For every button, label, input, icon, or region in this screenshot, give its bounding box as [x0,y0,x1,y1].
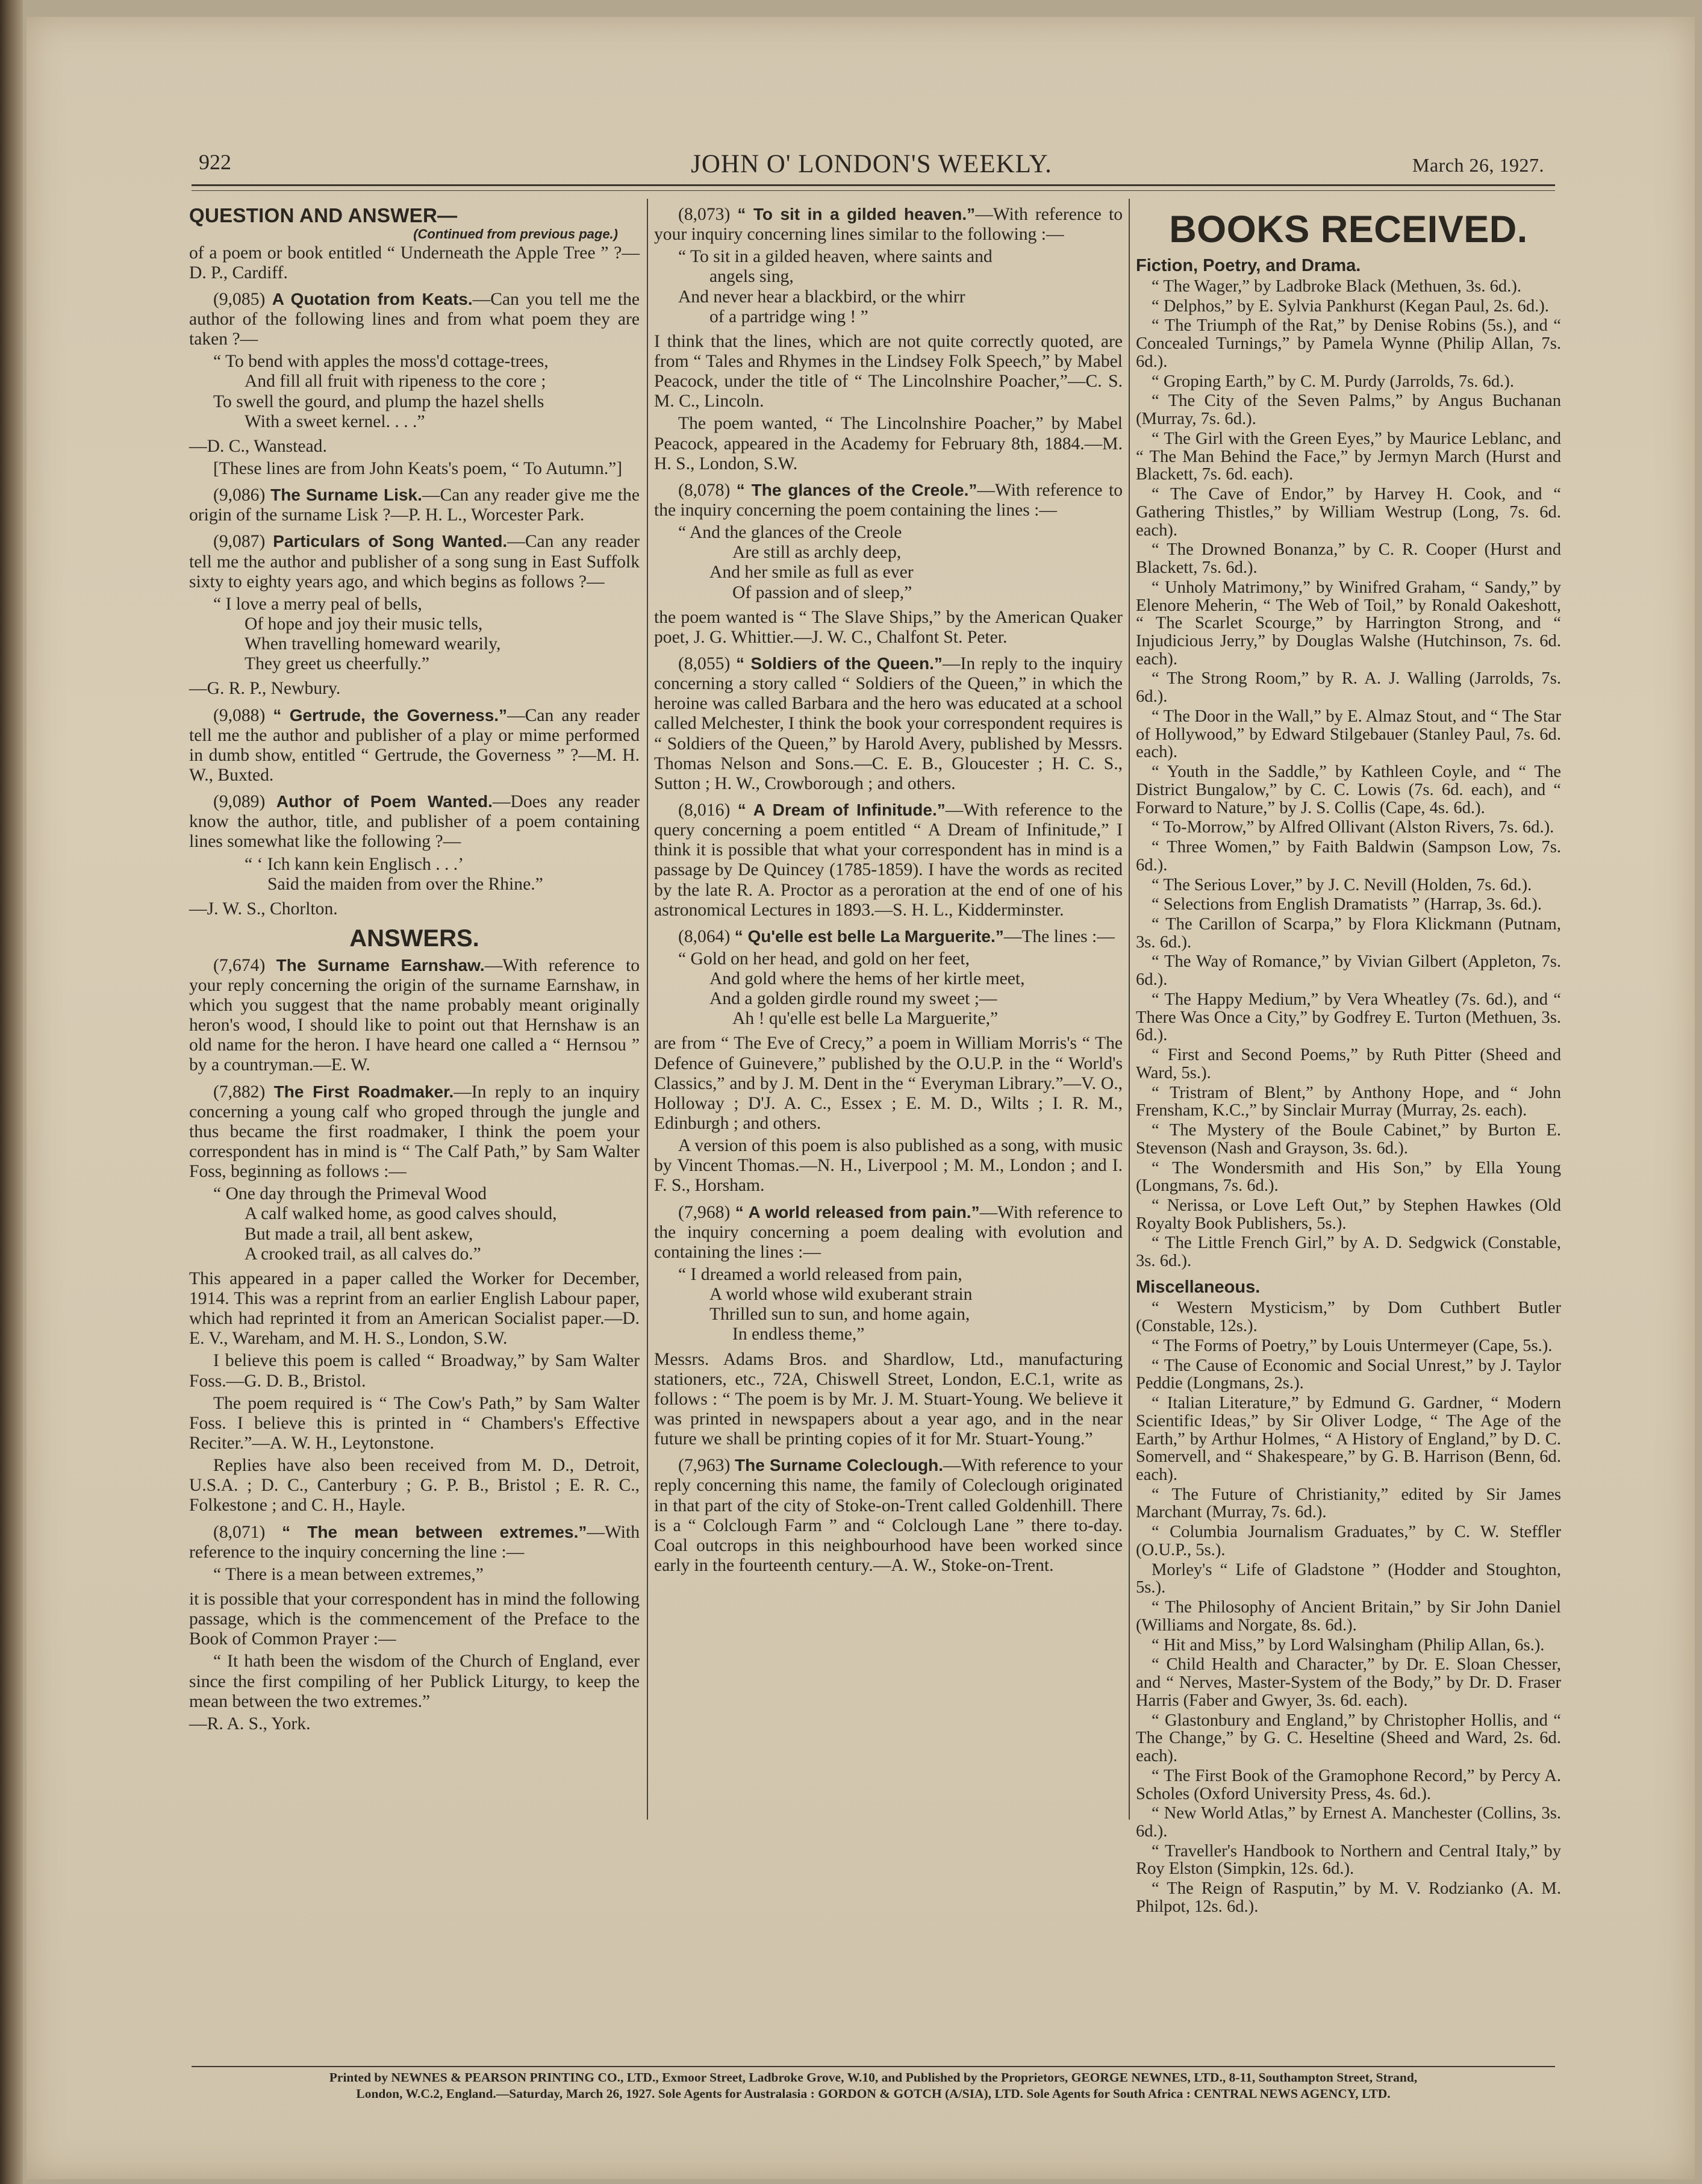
verse-line: angels sing, [709,267,794,287]
verse-line: But made a trail, all bent askew, [245,1224,473,1244]
verse-quote [189,594,640,675]
verse-line: “ To bend with apples the moss'd cottage-trees, [213,352,549,372]
verse-line: And her smile as full as ever [709,563,914,582]
verse-line: In endless theme,” [732,1324,865,1344]
query-number: (7,963) [678,1456,731,1476]
book-entry: “ Unholy Matrimony,” by Winifred Graham, “ Sandy,” by Elenore Meherin, “ The Web of Toil,” by Ronald Oakeshott, “ The Scarlet Scourge,” by Harrington Strong, and “ Injudicious Jerry,” by Douglas Walshe (Hutchinson, 7s. 6d. each). [1136,578,1561,669]
verse-quote [654,1265,1123,1345]
book-entry: “ Youth in the Saddle,” by Kathleen Coyle, and “ The District Bungalow,” by C. C. Lowis (7s. 6d. each), and “ Forward to Nature,” by J. S. Collis (Cape, 4s. 6d.). [1136,763,1561,817]
publication-title: JOHN O' LONDON'S WEEKLY. [691,150,1052,178]
paragraph: Replies have also been received from M. D., Detroit, U.S.A. ; D. C., Canterbury ; G. P. B., Bristol ; E. R. C., Folkestone ; and C. H., Hayle. [189,1456,640,1515]
verse-line: “ Gold on her head, and gold on her feet, [678,949,970,969]
page-header [199,149,1544,186]
continued-note: (Continued from previous page.) [413,226,618,242]
answer-heading: “ The glances of the Creole.” [736,480,977,499]
verse-line: “ One day through the Primeval Wood [213,1184,487,1204]
answer-8071 [189,1523,640,1562]
query-number: (8,016) [678,800,731,820]
answer-7968 [654,1203,1123,1262]
verse-line: “ ‘ Ich kann kein Englisch . . .’ [245,854,464,874]
query-number: (9,087) [213,532,266,552]
answer-heading: “ To sit in a gilded heaven.” [737,205,976,223]
answer-8073 [654,205,1123,245]
verse-line: of a partridge wing ! ” [709,307,868,326]
verse-quote [654,949,1123,1029]
answer-heading: “ Soldiers of the Queen.” [736,654,943,673]
imprint-line: Printed by NEWNES & PEARSON PRINTING CO., LTD., Exmoor Street, Ladbroke Grove, W.10, and Published by the Proprietors, GEORGE NEWNES, LTD., 8-11, Southampton Street, Strand, [329,2070,1418,2085]
query-number: (8,073) [678,205,731,224]
query-heading: Particulars of Song Wanted. [273,532,508,551]
verse-line: “ And the glances of the Creole [678,523,902,543]
header-rule-thin [192,190,1555,191]
book-entry: “ The Mystery of the Boule Cabinet,” by Burton E. Stevenson (Nash and Grayson, 3s. 6d.). [1136,1121,1561,1158]
query-number: (8,071) [213,1522,266,1542]
answer-text: —With reference to the inquiry concerning the poem containing the lines :— [654,480,1123,520]
paragraph: of a poem or book entitled “ Underneath the Apple Tree ” ?—D. P., Cardiff. [189,243,640,282]
verse-line: A crooked trail, as all calves do.” [245,1244,481,1264]
book-entry: “ The Drowned Bonanza,” by C. R. Cooper (Hurst and Blackett, 7s. 6d.). [1136,540,1561,578]
fiction-list [1136,278,1561,1270]
book-entry: “ Columbia Journalism Graduates,” by C. W. Steffler (O.U.P., 5s.). [1136,1523,1561,1559]
answer-heading: “ Qu'elle est belle La Marguerite.” [734,926,1004,946]
header-rule [192,184,1555,186]
misc-list [1136,1299,1561,1915]
paragraph: the poem wanted is “ The Slave Ships,” by the American Quaker poet, J. G. Whittier.—J. W. C., Chalfont St. Peter. [654,607,1123,647]
book-entry: “ The Carillon of Scarpa,” by Flora Klickmann (Putnam, 3s. 6d.). [1136,914,1561,952]
book-entry: “ First and Second Poems,” by Ruth Pitter (Sheed and Ward, 5s.). [1136,1046,1561,1082]
imprint-footer [181,2070,1566,2102]
query-number: (7,968) [678,1202,731,1222]
book-entry: “ Western Mysticism,” by Dom Cuthbert Butler (Constable, 12s.). [1136,1299,1561,1336]
book-entry: “ Child Health and Character,” by Dr. E. Sloan Chesser, and “ Nerves, Master-System of the Body,” by Dr. D. Fraser Harris (Faber and Gwyer, 3s. 6d. each). [1136,1655,1561,1710]
query-9088 [189,706,640,786]
book-entry: “ The Future of Christianity,” edited by Sir James Marchant (Murray, 7s. 6d.). [1136,1485,1561,1522]
signature: —D. C., Wanstead. [189,436,327,456]
category-heading: Miscellaneous. [1136,1277,1261,1297]
book-entry: “ Nerissa, or Love Left Out,” by Stephen Hawkes (Old Royalty Book Publishers, 5s.). [1136,1196,1561,1233]
book-entry: “ The Strong Room,” by R. A. J. Walling (Jarrolds, 7s. 6d.). [1136,669,1561,707]
verse-line: “ There is a mean between extremes,” [213,1564,484,1584]
verse-line: “ I love a merry peal of bells, [213,594,422,614]
book-entry: “ The Way of Romance,” by Vivian Gilbert (Appleton, 7s. 6d.). [1136,952,1561,990]
column-divider [1129,199,1130,1820]
books-received-title: BOOKS RECEIVED. [1169,208,1528,251]
query-text: —Can any reader tell me the author and publisher of a song sung in East Suffolk sixty to eighty years ago, and which begins as follows ?— [189,532,640,591]
column-books-received [1136,205,1561,1918]
answer-text: —With reference to your reply concerning the origin of the surname Earnshaw, in which you suggest that the name probably meant originally heron's wood, I should like to point out that Hernshaw is an old name for the heron. I have heard one called a “ Hernsou ” by a countryman.—E. W. [189,955,640,1075]
book-entry: Morley's “ Life of Gladstone ” (Hodder and Stoughton, 5s.). [1136,1560,1561,1597]
book-entry: “ Groping Earth,” by C. M. Purdy (Jarrolds, 7s. 6d.). [1152,372,1514,391]
answer-text: —With reference to your reply concerning this name, the family of Coleclough originated in that part of the city of Stoke-on-Trent called Goldenhill. There is a “ Colclough Farm ” and “ Colclough Lane ” there to-day. Coal outcrops in this neighbourhood have been worked since early in the fourteenth century.—A. W., Stoke-on-Trent. [654,1456,1123,1575]
verse-line: They greet us cheerfully.” [245,654,430,674]
signature: —J. W. S., Chorlton. [189,899,338,919]
answer-8055 [654,654,1123,794]
book-entry: “ The Cause of Economic and Social Unrest,” by J. Taylor Peddie (Longmans, 2s.). [1136,1356,1561,1393]
book-entry: “ The Philosophy of Ancient Britain,” by Sir John Daniel (Williams and Norgate, 8s. 6d.). [1136,1598,1561,1635]
verse-quote [654,523,1123,603]
paragraph: The poem wanted, “ The Lincolnshire Poacher,” by Mabel Peacock, appeared in the Academy for February 8th, 1884.—M. H. S., London, S.W. [654,414,1123,473]
query-number: (7,882) [213,1082,266,1102]
query-number: (7,674) [213,955,266,975]
book-entry: “ The Triumph of the Rat,” by Denise Robins (5s.), and “ Concealed Turnings,” by Pamela Wynne (Philip Allan, 7s. 6d.). [1136,316,1561,371]
answer-text: —In reply to an inquiry concerning a young calf who groped through the jungle and thus became the first roadmaker, I think the poem your correspondent has in mind is “ The Calf Path,” by Sam Walter Foss, beginning as follows :— [189,1082,640,1182]
answer-text: —In reply to the inquiry concerning a story called “ Soldiers of the Queen,” in which the heroine was called Barbara and the hero was educated at a school called Melchester, I think the book your correspondent requires is “ Soldiers of the Queen,” by Harold Avery, published by Messrs. Thomas Nelson and Sons.—C. E. B., Gloucester ; H. C. S., Sutton ; H. W., Crowborough ; and others. [654,654,1123,793]
book-entry: “ Delphos,” by E. Sylvia Pankhurst (Kegan Paul, 2s. 6d.). [1152,296,1549,316]
answer-8064 [654,927,1123,947]
answer-text: —With reference to the inquiry concerning the line :— [189,1522,640,1562]
query-heading: “ Gertrude, the Governess.” [273,705,508,725]
verse-line: Are still as archly deep, [732,543,902,563]
book-entry: “ The Cave of Endor,” by Harvey H. Cook, and “ Gathering Thistles,” by William Westrup (Long, 7s. 6d. each). [1136,485,1561,540]
answer-8078 [654,481,1123,520]
answer-text: —With reference to your inquiry concerning lines similar to the following :— [654,205,1123,245]
footer-rule [192,2066,1555,2067]
verse-line: “ I dreamed a world released from pain, [678,1265,962,1285]
signature: —G. R. P., Newbury. [189,679,341,699]
verse-line: With a sweet kernel. . . .” [245,411,425,431]
book-entry: “ Tristram of Blent,” by Anthony Hope, and “ John Frensham, K.C.,” by Sinclair Murray (Murray, 2s. each). [1136,1083,1561,1120]
query-number: (9,088) [213,705,266,725]
book-entry: “ Three Women,” by Faith Baldwin (Sampson Low, 7s. 6d.). [1136,838,1561,875]
paragraph: A version of this poem is also published as a song, with music by Vincent Thomas.—N. H., Liverpool ; M. M., London ; and I. F. S., Horsham. [654,1136,1123,1196]
answer-text: —The lines :— [1003,926,1115,946]
paragraph: This appeared in a paper called the Worker for December, 1914. This was a reprint from an earlier English Labour paper, which had reprinted it from an American Socialist paper.—D. E. V., Wareham, and M. H. S., London, S.W. [189,1268,640,1349]
answer-text: —With reference to the inquiry concerning a poem dealing with evolution and containing the lines :— [654,1202,1123,1262]
book-entry: “ The Forms of Poetry,” by Louis Untermeyer (Cape, 5s.). [1152,1336,1553,1355]
query-number: (9,089) [213,792,266,812]
query-number: (8,064) [678,926,731,946]
book-entry: “ The Little French Girl,” by A. D. Sedgwick (Constable, 3s. 6d.). [1136,1234,1561,1271]
paragraph: are from “ The Eve of Crecy,” a poem in William Morris's “ The Defence of Guinevere,” published by the O.U.P. in the “ World's Classics,” and by J. M. Dent in the “ Everyman Library.”—V. O., Holloway ; D'J. A. C., Essex ; E. M. D., Wilts ; I. R. M., Edinburgh ; and others. [654,1034,1123,1134]
book-entry: “ The City of the Seven Palms,” by Angus Buchanan (Murray, 7s. 6d.). [1136,392,1561,429]
verse-quote [189,855,640,894]
verse-line: Said the maiden from over the Rhine.” [267,874,543,894]
imprint-line: London, W.C.2, England.—Saturday, March 26, 1927. Sole Agents for Australasia : GORDON & GOTCH (A/SIA), LTD. Sole Agents for South Africa : CENTRAL NEWS AGENCY, LTD. [356,2086,1391,2101]
query-9087 [189,532,640,591]
query-heading: The Surname Lisk. [270,485,422,505]
paragraph: I believe this poem is called “ Broadway,” by Sam Walter Foss.—G. D. B., Bristol. [189,1351,640,1391]
verse-line: To swell the gourd, and plump the hazel shells [213,392,544,411]
verse-line: A world whose wild exuberant strain [709,1285,973,1305]
verse-line: And gold where the hems of her kirtle meet, [709,969,1025,989]
query-number: (8,055) [678,654,731,673]
answer-7963 [654,1456,1123,1576]
issue-date: March 26, 1927. [1412,154,1544,176]
paragraph: Messrs. Adams Bros. and Shardlow, Ltd., manufacturing stationers, etc., 72A, Chiswell Street, London, E.C.1, write as follows : “ The poem is by Mr. J. M. Stuart-Young. We believe it was printed in newspapers about a year ago, and in the near future we shall be printing copies of it for Mr. Stuart-Young.” [654,1349,1123,1449]
query-number: (8,078) [678,480,731,500]
page-number: 922 [199,150,231,174]
query-heading: A Quotation from Keats. [272,289,473,308]
verse-line: And fill all fruit with ripeness to the core ; [245,372,546,392]
paragraph: The poem required is “ The Cow's Path,” by Sam Walter Foss. I believe this is printed in “ Chambers's Effective Reciter.”—A. W. H., Leytonstone. [189,1393,640,1453]
book-entry: “ Glastonbury and England,” by Christopher Hollis, and “ The Change,” by G. C. Heseltine (Sheed and Ward, 2s. 6d. each). [1136,1711,1561,1766]
query-number: (9,086) [213,485,266,505]
category-heading: Fiction, Poetry, and Drama. [1136,255,1361,275]
book-entry: “ To-Morrow,” by Alfred Ollivant (Alston Rivers, 7s. 6d.). [1152,818,1554,837]
answer-heading: “ The mean between extremes.” [282,1522,587,1541]
book-entry: “ The Happy Medium,” by Vera Wheatley (7s. 6d.), and “ There Was Once a City,” by Godfrey E. Turton (Methuen, 3s. 6d.). [1136,990,1561,1045]
query-text: —Can any reader tell me the author and publisher of a play or mime performed in dumb show, entitled “ Gertrude, the Governess ” ?—M. H. W., Buxted. [189,705,640,785]
book-entry: “ New World Atlas,” by Ernest A. Manchester (Collins, 3s. 6d.). [1136,1804,1561,1841]
book-entry: “ The Wager,” by Ladbroke Black (Methuen, 3s. 6d.). [1152,277,1522,296]
column-answers [654,205,1123,1582]
verse-line: And never hear a blackbird, or the whirr [678,287,965,307]
answer-heading: “ A Dream of Infinitude.” [737,800,946,819]
answer-heading: The Surname Coleclough. [735,1456,943,1475]
answer-7674 [189,956,640,1076]
book-entry: “ The Wondersmith and His Son,” by Ella Young (Longmans, 7s. 6d.). [1136,1158,1561,1196]
book-entry: “ The Serious Lover,” by J. C. Nevill (Holden, 7s. 6d.). [1152,875,1532,894]
query-number: (9,085) [213,289,266,309]
book-entry: “ Selections from English Dramatists ” (Harrap, 3s. 6d.). [1152,895,1542,914]
book-entry: “ Traveller's Handbook to Northern and Central Italy,” by Roy Elston (Simpkin, 12s. 6d.). [1136,1841,1561,1879]
verse-line: Of hope and joy their music tells, [245,614,483,634]
query-9086 [189,485,640,525]
verse-quote [189,1184,640,1264]
answer-7882 [189,1082,640,1182]
answer-heading: The First Roadmaker. [273,1082,454,1101]
page-binding-edge [0,0,23,2184]
verse-line: “ To sit in a gilded heaven, where saints and [678,247,993,267]
paragraph: “ It hath been the wisdom of the Church of England, ever since the first compiling of her Publick Liturgy, to keep the mean between the two extremes.” [189,1652,640,1711]
verse-line: And a golden girdle round my sweet ;— [709,989,997,1009]
book-entry: “ The Reign of Rasputin,” by M. V. Rodzianko (A. M. Philpot, 12s. 6d.). [1136,1879,1561,1916]
paragraph: I think that the lines, which are not quite correctly quoted, are from “ Tales and Rhymes in the Lindsey Folk Speech,” by Mabel Peacock, under the title of “ The Lincolnshire Poacher,”—C. S. M. C., Lincoln. [654,331,1123,411]
query-text: —Can you tell me the author of the following lines and from what poem they are taken ?— [189,289,640,349]
column-divider [647,199,648,1820]
book-entry: “ Hit and Miss,” by Lord Walsingham (Philip Allan, 6s.). [1152,1635,1545,1655]
answer-text: —With reference to the query concerning a poem entitled “ A Dream of Infinitude,” I think it is possible that what your correspondent has in mind is a passage by De Quincey (1785-1859). I have the words as recited by the late R. A. Proctor as a peroration at the end of one of his astronomical Lectures in 1893.—S. H. L., Kidderminster. [654,800,1123,920]
verse-quote [654,247,1123,327]
verse-line: When travelling homeward wearily, [245,634,501,654]
editor-note: [These lines are from John Keats's poem, “ To Autumn.”] [213,458,623,478]
verse-line: Thrilled sun to sun, and home again, [709,1305,970,1324]
query-text: —Can any reader give me the origin of the surname Lisk ?—P. H. L., Worcester Park. [189,485,640,525]
book-entry: “ The Door in the Wall,” by E. Almaz Stout, and “ The Star of Hollywood,” by Edward Stilgebauer (Stanley Paul, 7s. 6d. each). [1136,707,1561,762]
book-entry: “ The Girl with the Green Eyes,” by Maurice Leblanc, and “ The Man Behind the Face,” by Jermyn March (Hurst and Blackett, 7s. 6d. each). [1136,429,1561,484]
signature: —R. A. S., York. [189,1714,311,1733]
paragraph: it is possible that your correspondent has in mind the following passage, which is the commencement of the Preface to the Book of Common Prayer :— [189,1589,640,1649]
answer-8016 [654,800,1123,920]
column-questions [189,205,640,1741]
answer-heading: The Surname Earnshaw. [276,955,485,975]
verse-line: Of passion and of sleep,” [732,582,912,602]
verse-quote [189,1565,640,1585]
query-9085 [189,290,640,349]
query-9089 [189,792,640,852]
book-entry: “ The First Book of the Gramophone Record,” by Percy A. Scholes (Oxford University Press, 4s. 6d.). [1136,1766,1561,1803]
verse-line: A calf walked home, as good calves should, [245,1204,557,1224]
verse-line: Ah ! qu'elle est belle La Marguerite,” [732,1009,999,1029]
query-text: —Does any reader know the author, title, and publisher of a poem containing lines somewhat like the following ?— [189,792,640,852]
query-heading: Author of Poem Wanted. [276,792,493,811]
answer-heading: “ A world released from pain.” [735,1202,980,1221]
section-title: QUESTION AND ANSWER— [189,204,458,226]
book-entry: “ Italian Literature,” by Edmund G. Gardner, “ Modern Scientific Ideas,” by Sir Oliver Lodge, “ The Age of the Earth,” by Arthur Holmes, “ A History of England,” by D. C. Somervell, and “ Shakespeare,” by G. B. Harrison (Benn, 6d. each). [1136,1394,1561,1485]
answers-heading: ANSWERS. [349,925,479,952]
verse-quote [189,352,640,432]
